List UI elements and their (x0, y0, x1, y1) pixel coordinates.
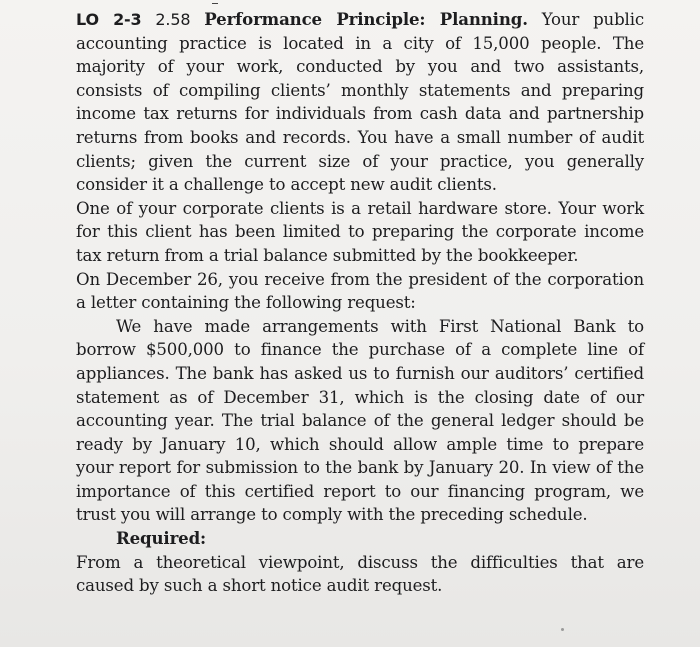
learning-objective-label: LO 2-3 (76, 10, 142, 29)
problem-text-block (76, 8, 644, 598)
problem-number: 2.58 (155, 10, 191, 29)
required-heading: Required: (116, 528, 206, 549)
page-mark (212, 0, 218, 4)
intro-text: Your public accounting practice is located in a city of 15,000 people. The majority of your work, conducted by you and two assistants, consists of compiling clients’ monthly statements and preparing income tax returns for individuals from cash data and partnership returns from books and records. You have a small number of audit clients; given the current size of your practice, you generally consider it a challenge to accept new audit clients. (76, 10, 645, 195)
problem-title: Performance Principle: Planning. (204, 9, 528, 29)
required-text: From a theoretical viewpoint, discuss the difficulties that are caused by such a short notice audit request. (76, 552, 644, 596)
letter-quote: We have made arrangements with First National Bank to borrow $500,000 to finance the purchase of a complete line of appliances. The bank has asked us to furnish our auditors’ certified statement as of December 31, which is the closing date of our accounting year. The trial balance of the general ledger should be ready by January 10, which should allow ample time to prepare your report for submission to the bank by January 20. In view of the importance of this certified report to our financing program, we trust you will arrange to comply with the preceding schedule. (76, 316, 644, 525)
problem-intro (76, 8, 644, 197)
paragraph-request: On December 26, you receive from the president of the corporation a letter containing the following request: (76, 269, 644, 313)
paper-speck (561, 628, 564, 631)
paragraph-client: One of your corporate clients is a retail hardware store. Your work for this client has been limited to preparing the corporate income tax return from a trial balance submitted by the bookkeeper. (76, 198, 644, 265)
